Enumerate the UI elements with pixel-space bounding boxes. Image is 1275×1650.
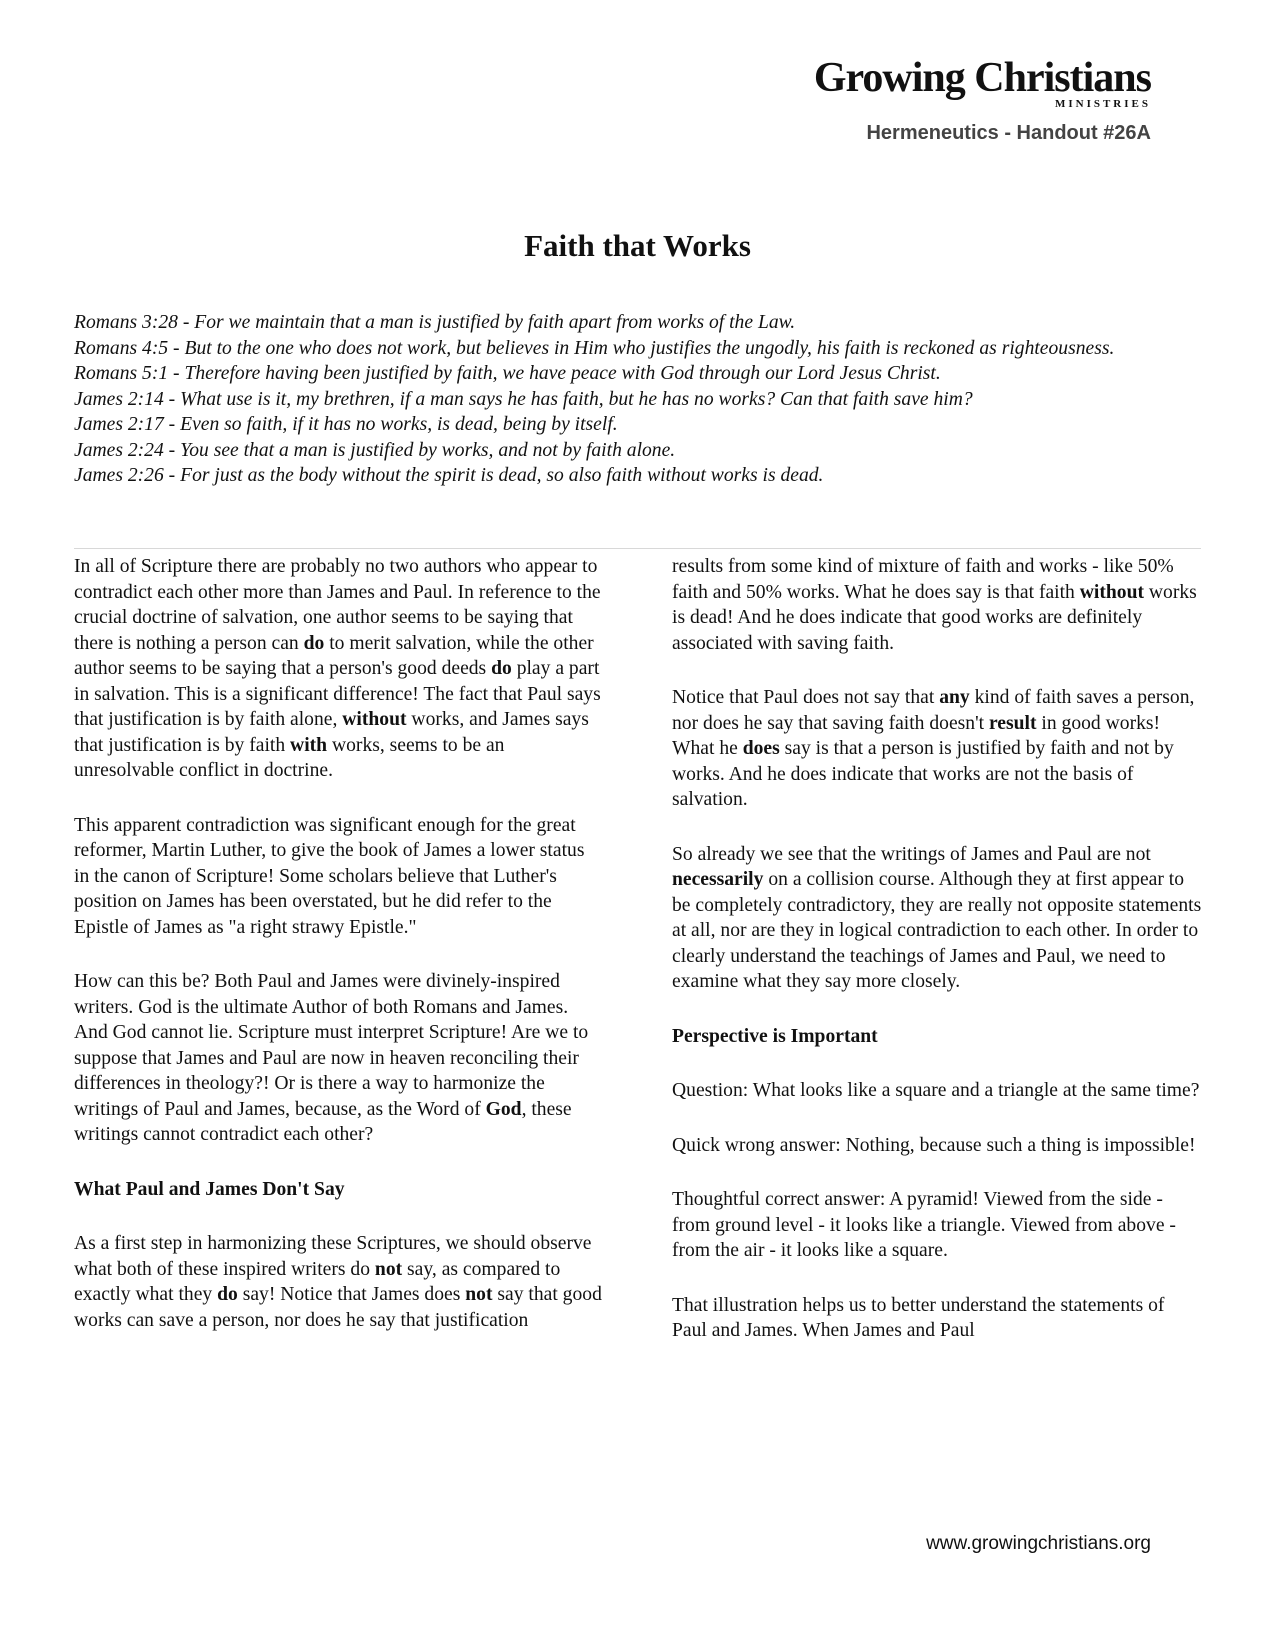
paragraph <box>74 1231 604 1333</box>
handout-label: Hermeneutics - Handout #26A <box>866 122 1151 144</box>
footer-url: www.growingchristians.org <box>926 1533 1151 1554</box>
emphasis-text: without <box>1079 581 1144 603</box>
paragraph <box>74 969 604 1148</box>
scripture-verses <box>74 310 1204 489</box>
text-run: As a first step in harmonizing these Scriptures, we should observe what both of these inspired writers do <box>74 1233 592 1280</box>
verse-line: James 2:17 - Even so faith, if it has no works, is dead, being by itself. <box>74 414 618 435</box>
text-run: , these writings cannot contradict each other? <box>74 1098 572 1145</box>
paragraph <box>672 554 1202 656</box>
verse-line: Romans 5:1 - Therefore having been justified by faith, we have peace with God through our Lord Jesus Christ. <box>74 363 941 384</box>
right-text-column <box>672 554 1202 1373</box>
paragraph <box>672 1078 1202 1104</box>
emphasis-text: do <box>217 1284 238 1305</box>
paragraph <box>672 1187 1202 1264</box>
document-title: Faith that Works <box>524 228 751 263</box>
text-run: Notice that Paul does not say that <box>672 687 940 708</box>
verse-line: James 2:14 - What use is it, my brethren, if a man says he has faith, but he has no works? Can that faith save him? <box>74 388 973 410</box>
section-heading <box>74 1177 604 1203</box>
text-run: results from some kind of mixture of faith and works - like 50% faith and 50% works. What he does say is that faith <box>672 556 1174 603</box>
paragraph <box>672 1293 1202 1344</box>
ministry-logo <box>814 56 1151 110</box>
emphasis-text: does <box>742 738 780 759</box>
emphasis-text: not <box>374 1258 403 1280</box>
verse-line: James 2:26 - For just as the body without the spirit is dead, so also faith without works is dead. <box>74 465 824 486</box>
text-run: How can this be? Both Paul and James were divinely-inspired writers. God is the ultimate Author of both Romans and James. And God cannot lie. Scripture must interpret Scripture! Are we to suppose that James and Paul are now in heaven reconciling their differences in theology?! Or is there a way to harmonize the writings of Paul and James, because, as the Word of <box>74 971 589 1120</box>
emphasis-text: do <box>303 632 325 654</box>
section-heading <box>672 1024 1202 1050</box>
verse-line: Romans 3:28 - For we maintain that a man is justified by faith apart from works of the Law. <box>74 312 796 333</box>
text-run: works, and James says that justification is by faith <box>74 709 589 756</box>
text-run: So already we see that the writings of James and Paul are not <box>672 843 1151 865</box>
text-run: That illustration helps us to better understand the statements of Paul and James. When James and Paul <box>672 1294 1165 1341</box>
text-run: say, as compared to exactly what they <box>74 1258 561 1305</box>
verse-line: Romans 4:5 - But to the one who does not work, but believes in Him who justifies the ungodly, his faith is reckoned as righteousness. <box>74 337 1115 359</box>
paragraph <box>672 1133 1202 1159</box>
text-run: Question: What looks like a square and a triangle at the same time? <box>672 1080 1200 1101</box>
paragraph <box>672 842 1202 995</box>
text-run: play a part in salvation. This is a significant difference! The fact that Paul says that justification is by faith alone, <box>74 658 601 730</box>
emphasis-text: God <box>485 1098 522 1120</box>
verse-line: James 2:24 - You see that a man is justified by works, and not by faith alone. <box>74 439 676 461</box>
text-run: say! Notice that James does <box>237 1284 466 1305</box>
emphasis-text: do <box>491 658 512 679</box>
text-run: This apparent contradiction was significant enough for the great reformer, Martin Luther, to give the book of James a lower status in the canon of Scripture! Some scholars believe that Luther's position on James has been overstated, but he did refer to the Epistle of James as "a right strawy Epistle." <box>74 814 585 938</box>
text-run: works is dead! And he does indicate that good works are definitely associated with saving faith. <box>672 581 1197 654</box>
text-run: kind of faith saves a person, nor does he say that saving faith doesn't <box>672 687 1195 734</box>
logo-subtitle: MINISTRIES <box>1054 98 1151 110</box>
emphasis-text: without <box>342 709 407 730</box>
emphasis-text: result <box>988 712 1037 734</box>
text-run: to merit salvation, while the other author seems to be saying that a person's good deeds <box>74 632 594 679</box>
text-run: In all of Scripture there are probably no two authors who appear to contradict each other more than James and Paul. In reference to the crucial doctrine of salvation, one author seems to be saying that there is nothing a person can <box>74 556 601 654</box>
text-run: Thoughtful correct answer: A pyramid! Viewed from the side - from ground level - it looks like a triangle. Viewed from above - from the air - it looks like a square. <box>672 1189 1176 1261</box>
left-text-column <box>74 554 604 1362</box>
text-run: on a collision course. Although they at first appear to be completely contradictory, they are really not opposite statements at all, nor are they in logical contradiction to each other. In order to clearly understand the teachings of James and Paul, we need to examine what they say more closely. <box>672 869 1202 992</box>
emphasis-text: any <box>939 687 970 708</box>
text-run: Quick wrong answer: Nothing, because such a thing is impossible! <box>672 1134 1196 1156</box>
text-run: works, seems to be an unresolvable conflict in doctrine. <box>74 734 505 781</box>
text-run: What Paul and James Don't Say <box>74 1178 345 1200</box>
text-run: in good works! What he <box>672 712 1161 759</box>
paragraph <box>74 813 604 941</box>
section-divider <box>74 548 1201 549</box>
text-run: say that good works can save a person, nor does he say that justification <box>74 1284 602 1331</box>
text-run: say is that a person is justified by faith and not by works. And he does indicate that works are not the basis of salvation. <box>672 738 1174 810</box>
paragraph <box>672 685 1202 813</box>
emphasis-text: with <box>290 734 328 756</box>
paragraph <box>74 554 604 784</box>
logo-wordmark: Growing Christians <box>813 55 1151 101</box>
text-run: Perspective is Important <box>672 1025 878 1047</box>
emphasis-text: not <box>465 1284 493 1305</box>
emphasis-text: necessarily <box>672 869 764 890</box>
